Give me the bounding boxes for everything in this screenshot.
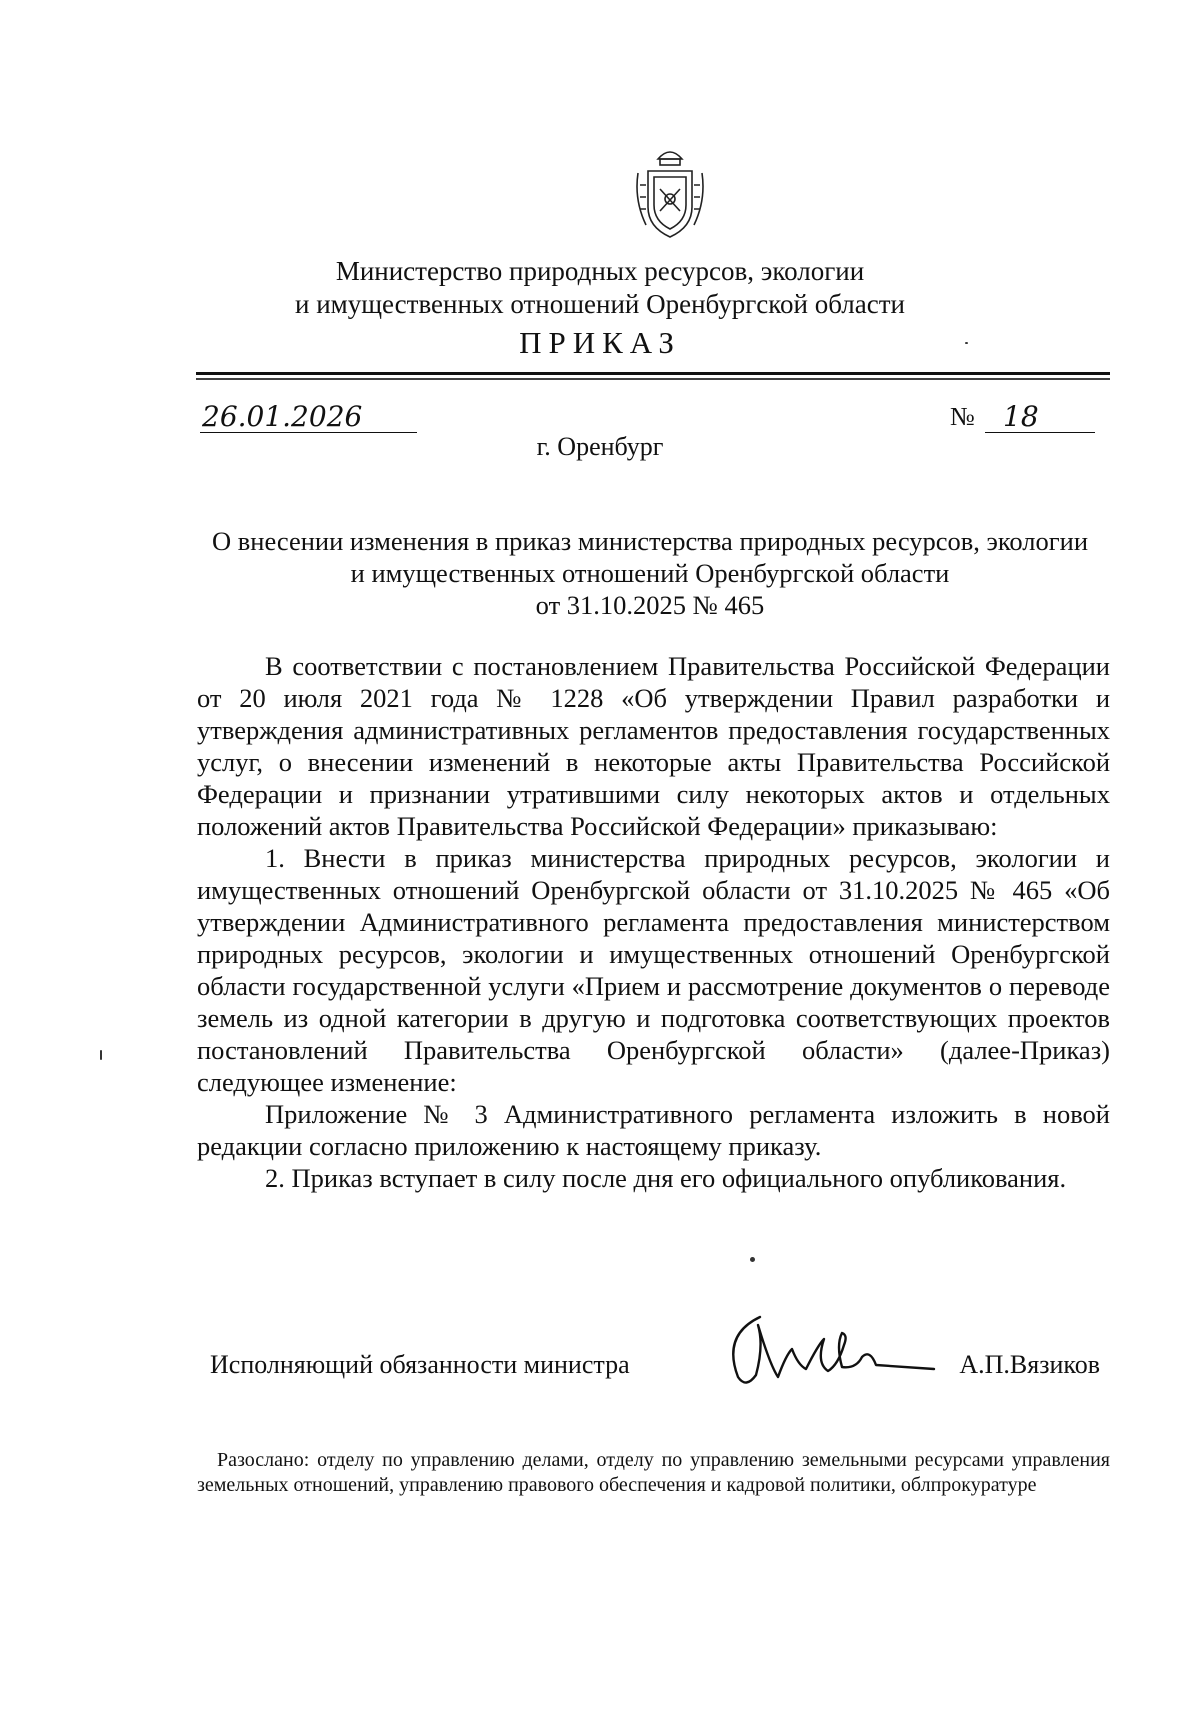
item-1-change-paragraph: Приложение № 3 Административного регламента изложить в новой редакции согласно приложению к настоящему приказу. <box>197 1099 1110 1161</box>
signatory-name: А.П.Вязиков <box>959 1350 1100 1379</box>
document-date: 26.01.2026 <box>200 402 417 433</box>
subject-line-1: О внесении изменения в приказ министерства природных ресурсов, экологии <box>211 526 1089 556</box>
scan-speck <box>750 1257 755 1262</box>
ministry-name <box>0 255 1200 321</box>
subject-line-2: и имущественных отношений Оренбургской области <box>350 558 950 588</box>
city: г. Оренбург <box>536 432 664 461</box>
scan-speck <box>965 342 968 344</box>
subject-line-3: от 31.10.2025 № 465 <box>535 590 765 620</box>
header-divider-thin <box>196 378 1110 380</box>
item-1-paragraph: 1. Внести в приказ министерства природных ресурсов, экологии и имущественных отношений Оренбургской области от 31.10.2025 № 465 «Об утверждении Административного регламента предоставления министерством природных ресурсов, экологии и имущественных отношений Оренбургской области государственной услуги «Прием и рассмотрение документов о переводе земель из одной категории в другую и подготовка соответствующих проектов постановлений Правительства Оренбургской области» (далее-Приказ) следующее изменение: <box>197 843 1110 1097</box>
document-number: 18 <box>985 402 1095 433</box>
header-divider <box>196 372 1110 375</box>
document-body <box>197 650 1110 1194</box>
number-label: № <box>950 402 975 431</box>
distribution-list: Разослано: отделу по управлению делами, отделу по управлению земельными ресурсами управления земельных отношений, управлению правового обеспечения и кадровой политики, облпрокуратуре <box>197 1449 1110 1496</box>
document-type-title: ПРИКАЗ <box>519 325 681 360</box>
ministry-line-1: Министерство природных ресурсов, экологии <box>335 256 865 286</box>
document-subject <box>180 525 1120 621</box>
signature-block <box>210 1350 1100 1390</box>
signatory-title: Исполняющий обязанности министра <box>210 1350 630 1379</box>
coat-of-arms-icon <box>630 145 710 245</box>
item-2-paragraph: 2. Приказ вступает в силу после дня его официального опубликования. <box>265 1163 1067 1193</box>
preamble-paragraph: В соответствии с постановлением Правительства Российской Федерации от 20 июля 2021 года № 1228 «Об утверждении Правил разработки и утверждения административных регламентов предоставления государственных услуг, о внесении изменений в некоторые акты Правительства Российской Федерации и признании утратившими силу некоторых актов и отдельных положений актов Правительства Российской Федерации» приказываю: <box>197 651 1110 841</box>
ministry-line-2: и имущественных отношений Оренбургской области <box>295 289 905 319</box>
scan-speck <box>100 1050 102 1060</box>
